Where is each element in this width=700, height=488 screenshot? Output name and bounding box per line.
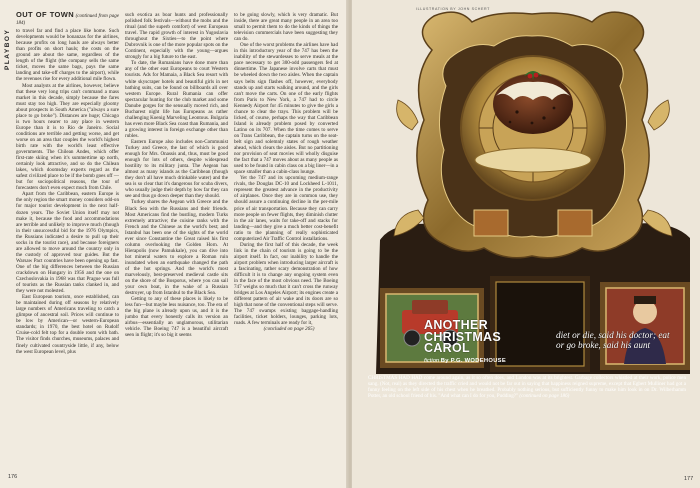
paragraph: Most analysts at the airlines, however, believe that these very long trips can't command a mass market in this decade, simply because the fares must stay too high. They are especially gloomy about prospects in South America ("always a sure place to go broke"). Distances are huge; Chicago is two hours nearer to any place in western Europe than it is to Rio de Janeiro. Social conditions are terrible and getting worse, and get worse on an area that couples the world's highest birth rate with the world's least effective governments. The Chilean Andes, which offer first-rate skiing when it's summertime up north, certainly look attractive, and so do the Chilean lakes, which doomsday experts regard as the safest civilized place to be if the bomb goes off —but for sociopolitical reasons, the tour of forecasters don't even expect much from Chile. [16, 82, 119, 192]
paragraph: such exotica as boar hunts and professionally polished folk festivals—without the mobs and the ritual (and the superb comfort) of west European travel. The rapid growth of interest in Yugoslavia throughout the Sixties—to the point where Dubrovnik is one of the more popular spots on the Continent, especially with the young—argues strongly for a big future to the east. [125, 12, 228, 61]
paragraph: Yet the 747 and its upcoming medium-range rivals, the Douglas DC-10 and Lockheed L-1011, represent the greatest advance in the productivity of airplanes. Once they are in common use, they should assure a continuing decline in the per-mile price of air transportation. Because they can carry more people on fewer flights, they diminish clutter in the air lanes, waits for take-off and stacks for landing—and they give a much better cost-benefit ratio to the planning of really sophisticated computerized Air Traffic Control installations. [234, 175, 338, 242]
story-title-line: CAROL [424, 341, 470, 355]
column-3 [234, 12, 338, 482]
illustration-credit: ILLUSTRATION BY JOHN SCHERT [416, 7, 490, 11]
column-1 [16, 12, 119, 474]
paragraph: Turkey shares the Aegean with Greece and the Black Sea with the Russians and their friends. Most Americans find the bustling, modern Turks extremely attractive; the cuisine ranks with the French and the Chinese as the world's best; and Istanbul has been one of the sights of the world ever since Constantine the Great raised his first column overlooking the Golden Horn. At Hierapolis (now Pamukkale), you can dive into hot mineral waters to explore a Roman ruin inundated when an earthquake changed the path of the hot springs. And the world's most marvelously, best-preserved medieval castle sits on the shore of the Bosporus, where you can sail your own boat, in the wake of a Russian destroyer, up from Istanbul to the Black Sea. [125, 199, 228, 297]
story-title-line: ANOTHER [424, 318, 488, 332]
article-title: OUT OF TOWN [16, 12, 75, 19]
paragraph: Apart from the Caribbean, eastern Europe is the only region the smart money considers odd-on for major tourist development in the next half-dozen years. The Soviet Union itself may not make it, because the food and accommodations are terrible and unlikely to improve much (though in their unsuccessful bid for the 1976 Olympics, the Russians indicated a desire to pull up their socks in the tourist race), and because foreigners are allowed to move around the country only in the custody of approved tour guides. But the Warsaw Pact countries have been opening up fast. One of the big differences between the Russian crackdown on Hungary in 1956 and the one on Czechoslovakia in 1968 was that Prague was full of tourists as the Russian tanks clanked in, and they were not molested. [16, 191, 119, 295]
story-blurb: diet or die, said his doctor; eat or go broke, said his aunt [556, 330, 670, 350]
paragraph: East European tourism, once established, can be maintained during off seasons by relatively large numbers of Americans traveling to catch a glimpse of ancestral soil. Prices will continue to be low by American—or western-European standards; in 1970, the best hotel on Rudolf Cruise-cold felt top for a double room with bath. The visitor finds churches, museums, palaces and finely cultivated countryside little, if any, below the west European level, plus [16, 294, 119, 355]
paragraph: During the first half of this decade, the week link in the chain of tourism is going to be the airport itself. In fact, our inability to handle the airport problem when introducing larger aircraft is a fascinating, rather scary demonstration of how difficult it is to change any ongoing system even in the face of the most obvious need. The Boeing 747 weighs so much that it can't cross the runway bridges at Los Angeles Airport; its engines create a different pattern of air wake and its doors are so high that none of the conventional steps will serve. The 747 swamps existing baggage-handling facilities, ticket holders, lounges, parking lots, roads. A few terminals are ready for it, [234, 241, 338, 327]
section-label: PLAYBOY [4, 28, 11, 70]
story-title-block [424, 320, 534, 364]
article-header [16, 12, 119, 27]
paragraph: One of the worst problems the airlines have had in this introductory year of the 747 has been the inability of the stewardesses to serve meals at the pace necessary to get 300-odd passengers fed at dinnertime. The Japanese involve carts that must be wheeled down the two aisles. When the captain says belts sign flashes off, however, everybody stands up and starts walking around, and the girls can't move the carts. On one of the early flights from Paris to New York, a 747 had to circle Kennedy Airport for 45 minutes to give the girls a chance to clear the trays. This problem will be licked, of course, perhaps the way that Caribbean Island is already problem posed by converted Latino on its 707. When the time comes to serve on Trans Caribbean, the captain turns on the seat-belt sign and solemnly states of rough weather ahead, which clears the aisles. But no partitioning nor provision of seat movies will wholly disguise the fact that a 747 moves about as many people as used to be found in cabin class on a big liner—in a space smaller than a cabin-class lounge. [234, 42, 338, 176]
byline-prefix: fiction [424, 357, 440, 364]
page-number-right: 177 [684, 476, 694, 482]
page-number-left: 176 [8, 474, 18, 480]
byline [424, 358, 534, 364]
concluded-note: (concluded on page 265) [263, 326, 315, 333]
paragraph: Eastern Europe also includes non-Communist Turkey and Greece, the last of which is good enough for Mrs. Onassis and, thus, must be good enough for lots of others, despite widespread hostility to its military junta. The Aegean has almost as many islands as the Caribbean (though they don't all have much drinkable water) and the sea is so clear that it's dangerous for scuba divers, who usually judge their depth by how far they can see and thus go down deeper than they should. [125, 138, 228, 200]
paragraph: To date, the Rumanians have done more than any of the other east Europeans to court Western tourists. Ads for Mamaia, a Black Sea resort with white skyscraper hotels and beautiful girls in net bathing suits, can be found on billboards all over western Europe. Rural Rumania can offer spectacular hunting for the club market and some Danube gorges for the sensually moved rich, and Bucharest night life has Europeans as rather challenging Koenig Marveling Leontous. Bulgaria has even more Black Sea coast than Rumania, and a growing interest in foreign exchange other than rubles. [125, 60, 228, 139]
paragraph: Getting to any of these places is likely to be less fun—but maybe less nuisance, too. The era of the big plane is already upon us, and it is the jumbo that every honestly calls its version an airbus—essentially an unglamorous, utilitarian vehicle. The Boeing 747 is a beautiful aircraft seen in flight; it's so big it seems [125, 296, 228, 339]
story-opening [368, 375, 686, 399]
paragraph: to be going slowly, which is very dramatic. But inside, there are great many people in an area too small to permit them to do the kinds of things the television commercials have been suggesting they can do. [234, 12, 338, 43]
author-name: By P.G. WODEHOUSE [440, 357, 507, 364]
story-text: CHRISTMAS HAD HAD come around again, as it so often does, and London was at its brightest. Garbage collectors whistled at their work, police men sang. (Not, real) as they directed the traffic cried and would not be far out in saying that happiness reigned supreme, except that Egbert Mulliner had got a funny feeling on the left side of his chest when he breathed. Probably nothing serious, but sufficiently funny to make him look in on Dr. Wilberhamm Potter, an old school friend of his. "And what can I do for you, Pudding?" [368, 375, 686, 400]
story-title-line: CHRISTMAS [424, 329, 502, 344]
column-2 [125, 12, 228, 482]
left-page [0, 0, 348, 488]
continued-from: (continued from page 184) [16, 14, 119, 27]
portrait-figure-icon [600, 282, 690, 370]
paragraph: to travel far and find a place like home. Such developments would be bonanzas for the airlines, because profits on long hauls are always better than profits on short hauls; the costs on the ground are about the same, regardless of the length of the flight (the company sells the same ticket, moves the same bags, pays the same landing and take-off charges to the airport), while the revenues rise for every additional mile flown. [16, 28, 119, 83]
continued-note: (continued on page 186) [519, 393, 570, 400]
